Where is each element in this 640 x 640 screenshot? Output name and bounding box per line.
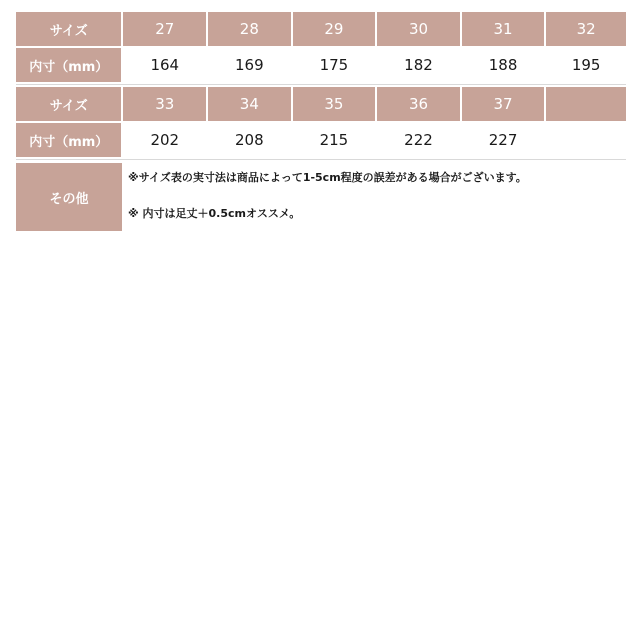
- size-label: サイズ: [16, 87, 121, 121]
- inner-value: 227: [462, 123, 545, 157]
- size-cell: 33: [123, 87, 206, 121]
- size-cell: 32: [546, 12, 626, 46]
- size-label: サイズ: [16, 12, 121, 46]
- inner-value: 202: [123, 123, 206, 157]
- other-label: その他: [16, 163, 122, 231]
- size-cell: 30: [377, 12, 460, 46]
- size-cell: 34: [208, 87, 291, 121]
- notes: [124, 163, 626, 247]
- size-chart: [16, 12, 626, 247]
- inner-label: 内寸（mm）: [16, 48, 121, 82]
- inner-value-empty: [546, 123, 626, 157]
- size-cell: 28: [208, 12, 291, 46]
- inner-label: 内寸（mm）: [16, 123, 121, 157]
- inner-value: 215: [293, 123, 376, 157]
- size-cell-empty: [546, 87, 626, 121]
- other-row: [16, 163, 626, 247]
- size-row-2: [16, 87, 626, 121]
- size-cell: 27: [123, 12, 206, 46]
- inner-value: 222: [377, 123, 460, 157]
- size-cell: 36: [377, 87, 460, 121]
- divider: [16, 159, 626, 160]
- inner-value: 175: [293, 48, 376, 82]
- size-cell: 35: [293, 87, 376, 121]
- size-cell: 29: [293, 12, 376, 46]
- inner-value: 164: [123, 48, 206, 82]
- size-row-1: [16, 12, 626, 46]
- inner-value: 169: [208, 48, 291, 82]
- inner-row-2: [16, 123, 626, 157]
- inner-value: 195: [546, 48, 626, 82]
- inner-value: 188: [462, 48, 545, 82]
- note-text: ※ 内寸は足丈＋0.5cmオススメ。: [128, 207, 301, 220]
- divider: [16, 84, 626, 85]
- inner-value: 208: [208, 123, 291, 157]
- note-text: ※サイズ表の実寸法は商品によって1-5cm程度の誤差がある場合がございます。: [128, 171, 527, 184]
- size-cell: 37: [462, 87, 545, 121]
- inner-value: 182: [377, 48, 460, 82]
- size-cell: 31: [462, 12, 545, 46]
- inner-row-1: [16, 48, 626, 82]
